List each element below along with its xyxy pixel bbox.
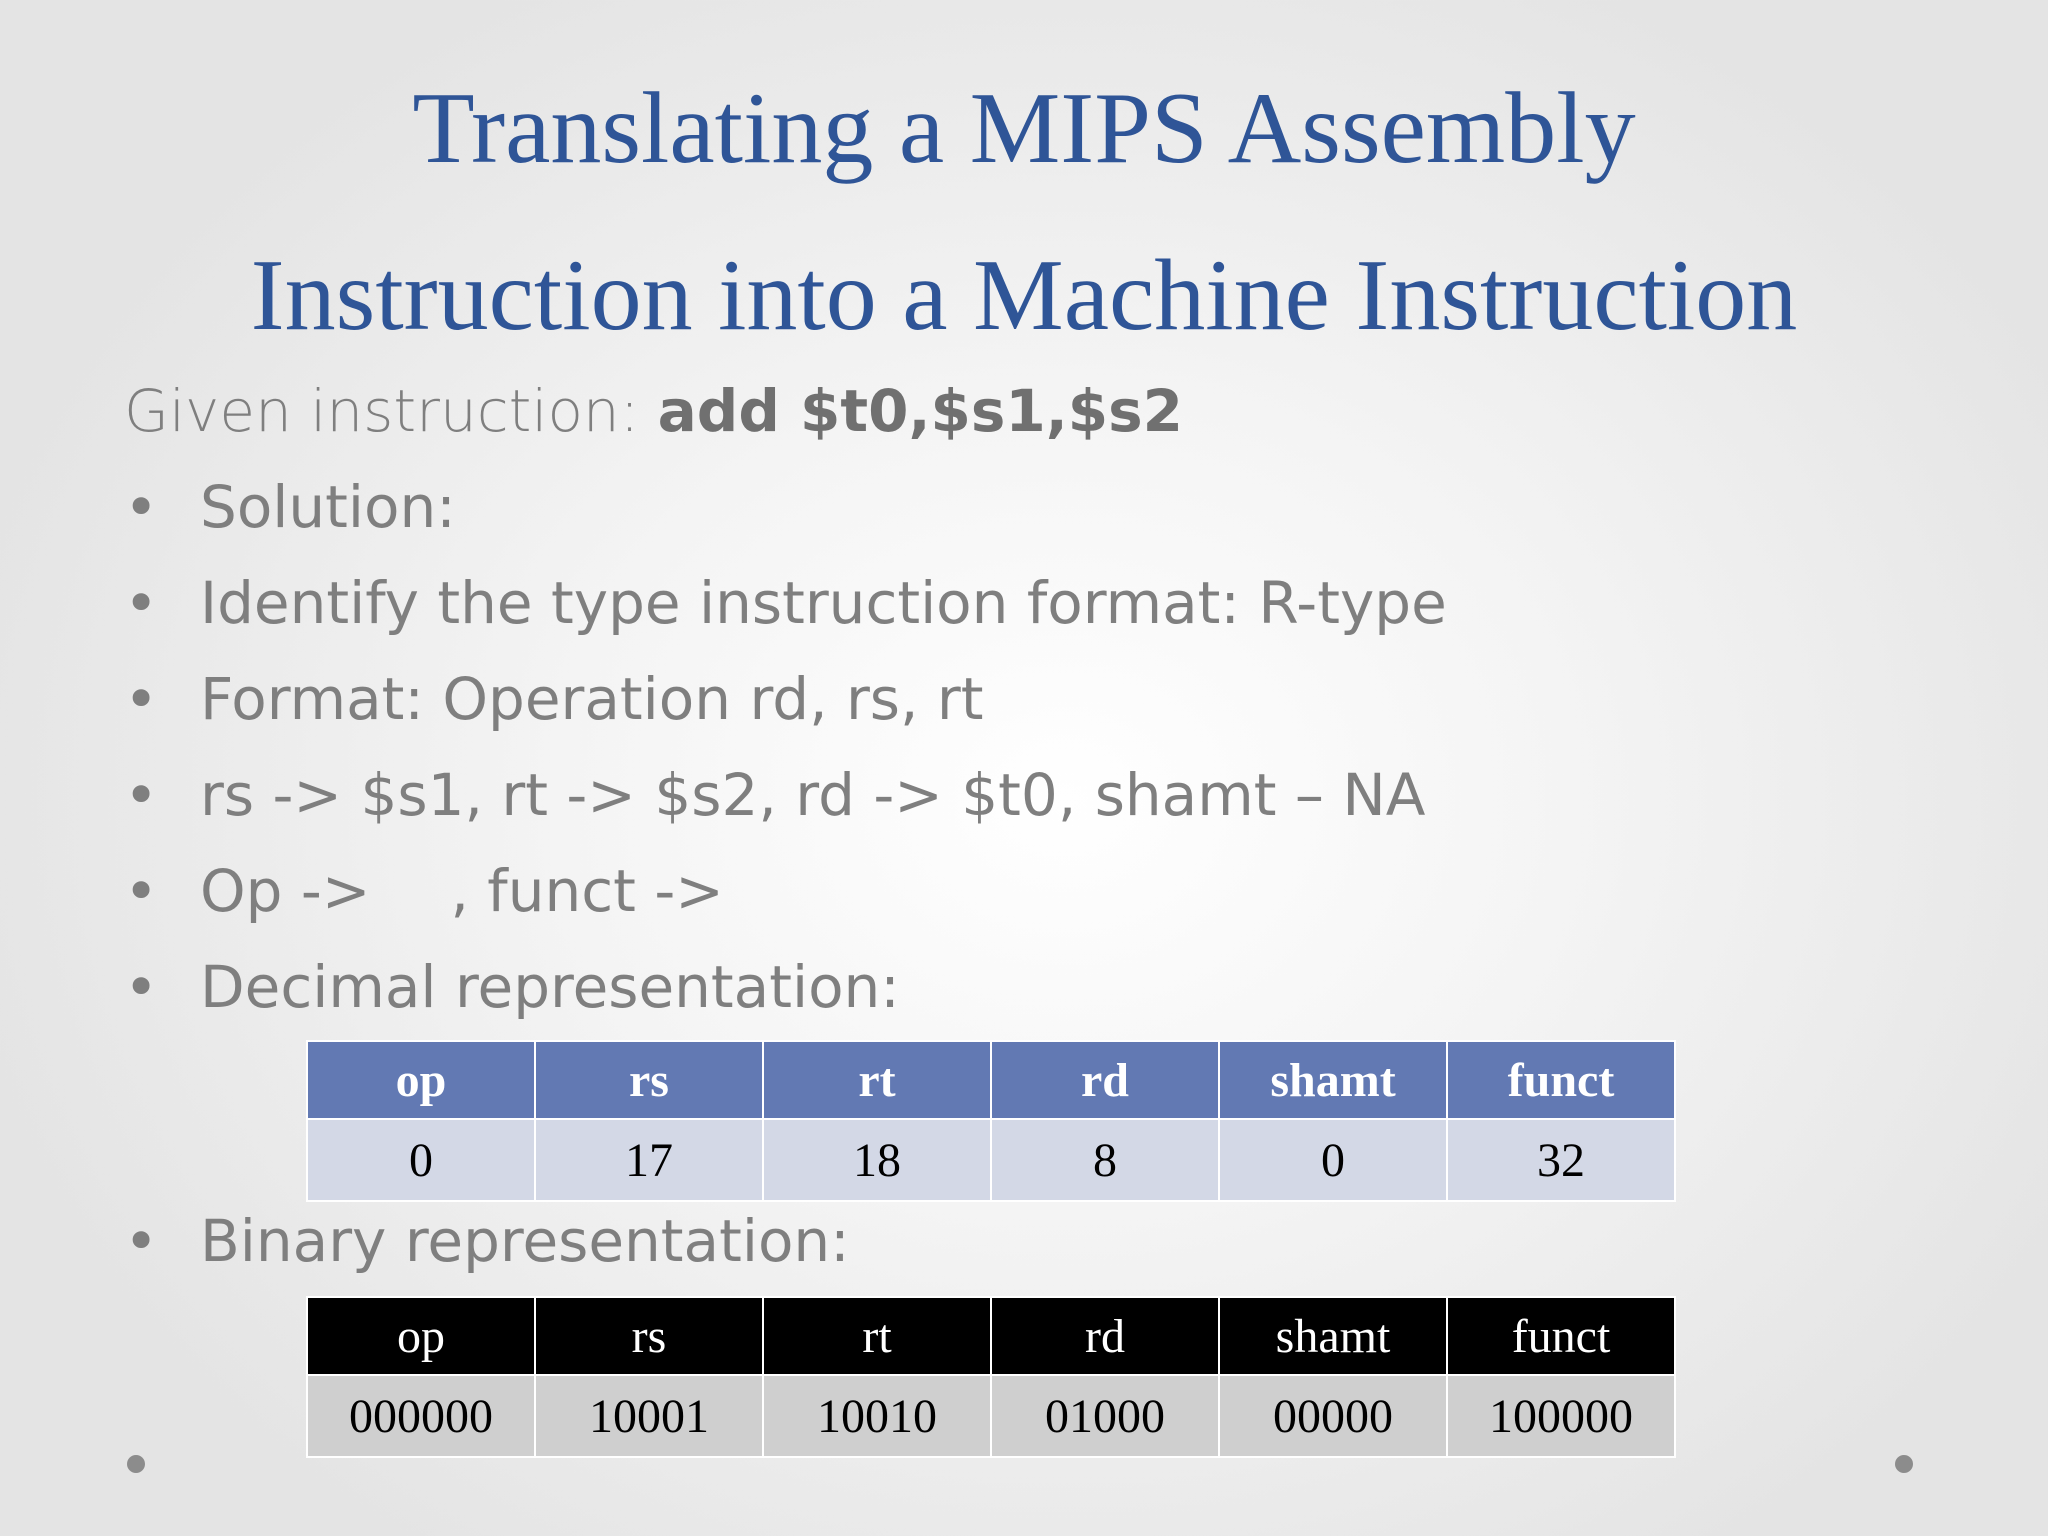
table-header-cell: shamt [1219,1041,1447,1119]
bullet-dot: • [124,1207,159,1275]
table-cell: 0 [307,1119,535,1201]
table-cell: 0 [1219,1119,1447,1201]
table-header-cell: funct [1447,1041,1675,1119]
bullet-dot: • [124,569,159,637]
bullet-text: Format: Operation rd, rs, rt [200,665,984,733]
decorative-dot-left [127,1455,145,1473]
decorative-dot-right [1895,1455,1913,1473]
bullet-dot: • [124,857,159,925]
bullet-text: Solution: [200,473,456,541]
table-cell: 01000 [991,1375,1219,1457]
bullet-text [200,857,724,925]
bullet-dot: • [124,953,159,1021]
table-row [307,1119,1675,1201]
table-header-row [307,1041,1675,1119]
table-header-cell: rt [763,1041,991,1119]
table-cell: 10001 [535,1375,763,1457]
bullet-dot: • [124,761,159,829]
given-instruction-label: Given instruction: [124,377,658,445]
table-cell: 000000 [307,1375,535,1457]
binary-representation-table [306,1296,1676,1458]
given-instruction [124,377,1184,445]
table-cell: 17 [535,1119,763,1201]
table-header-cell: rt [763,1297,991,1375]
table-header-cell: rd [991,1297,1219,1375]
table-cell: 32 [1447,1119,1675,1201]
table-cell: 8 [991,1119,1219,1201]
table-cell: 00000 [1219,1375,1447,1457]
table-header-cell: funct [1447,1297,1675,1375]
table-header-cell: op [307,1297,535,1375]
bullet-dot: • [124,473,159,541]
op-label: Op -> [200,857,371,925]
table-cell: 10010 [763,1375,991,1457]
bullet-text: rs -> $s1, rt -> $s2, rd -> $t0, shamt – NA [200,761,1426,829]
given-instruction-code: add $t0,$s1,$s2 [657,377,1184,445]
table-header-row [307,1297,1675,1375]
table-row [307,1375,1675,1457]
table-header-cell: rs [535,1041,763,1119]
table-header-cell: rd [991,1041,1219,1119]
bullet-dot: • [124,665,159,733]
bullet-text: Identify the type instruction format: R-type [200,569,1447,637]
table-cell: 100000 [1447,1375,1675,1457]
funct-label: , funct -> [450,857,724,925]
slide-title-line-2: Instruction into a Machine Instruction [250,239,1798,352]
slide-title-line-1: Translating a MIPS Assembly [412,72,1636,185]
decimal-representation-table [306,1040,1676,1202]
bullet-text: Binary representation: [200,1207,850,1275]
table-header-cell: shamt [1219,1297,1447,1375]
table-cell: 18 [763,1119,991,1201]
table-header-cell: rs [535,1297,763,1375]
table-header-cell: op [307,1041,535,1119]
bullet-text: Decimal representation: [200,953,900,1021]
